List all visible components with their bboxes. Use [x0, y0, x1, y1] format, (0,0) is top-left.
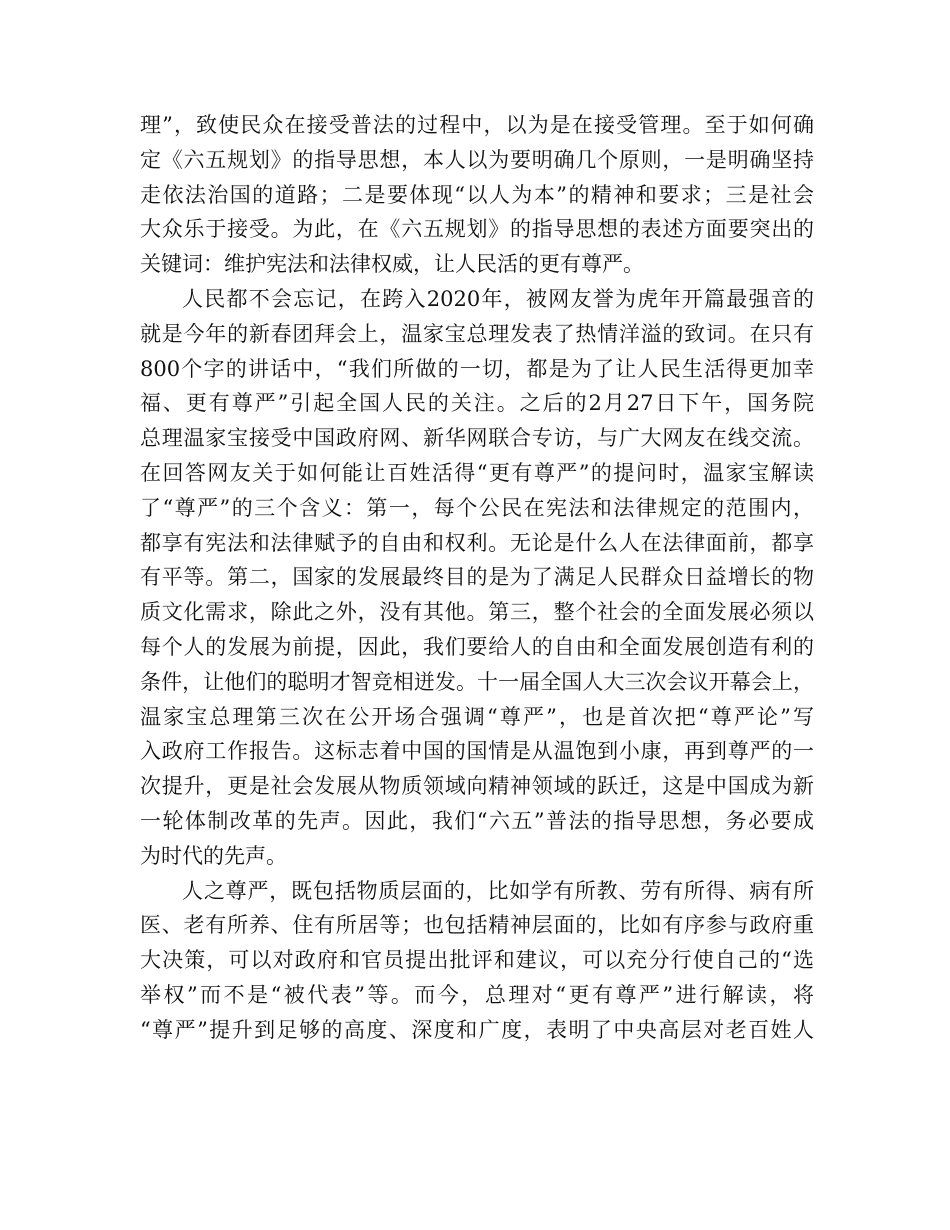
- paragraph: [140, 874, 814, 1048]
- paragraph-line: 入政府工作报告。这标志着中国的国情是从温饱到小康，再到尊严的一: [140, 739, 814, 764]
- paragraph-line: 关键词：维护宪法和法律权威，让人民活的更有尊严。: [140, 252, 644, 277]
- paragraph-line: 举权”而不是“被代表”等。而今，总理对“更有尊严”进行解读，将: [140, 982, 814, 1007]
- document-body: [140, 108, 814, 1048]
- paragraph-line: “尊严”提升到足够的高度、深度和广度，表明了中央高层对老百姓人: [140, 1017, 814, 1042]
- paragraph-line: 走依法治国的道路；二是要体现“以人为本”的精神和要求；三是社会: [140, 182, 814, 207]
- paragraph-line: 都享有宪法和法律赋予的自由和权利。无论是什么人在法律面前，都享: [140, 530, 814, 555]
- paragraph-line: 为时代的先声。: [140, 843, 287, 868]
- paragraph-line: 人民都不会忘记，在跨入2020年，被网友誉为虎年开篇最强音的: [182, 286, 814, 311]
- paragraph-line: 800个字的讲话中，“我们所做的一切，都是为了让人民生活得更加幸: [140, 356, 814, 381]
- paragraph-line: 质文化需求，除此之外，没有其他。第三，整个社会的全面发展必须以: [140, 600, 814, 625]
- paragraph-line: 在回答网友关于如何能让百姓活得“更有尊严”的提问时，温家宝解读: [140, 460, 814, 485]
- paragraph-line: 了“尊严”的三个含义：第一，每个公民在宪法和法律规定的范围内，: [140, 495, 814, 520]
- paragraph: [140, 108, 814, 282]
- paragraph-line: 每个人的发展为前提，因此，我们要给人的自由和全面发展创造有利的: [140, 634, 814, 659]
- paragraph-line: 人之尊严，既包括物质层面的，比如学有所教、劳有所得、病有所: [182, 878, 814, 903]
- paragraph-line: 有平等。第二，国家的发展最终目的是为了满足人民群众日益增长的物: [140, 565, 814, 590]
- paragraph: [140, 282, 814, 874]
- paragraph-line: 定《六五规划》的指导思想，本人以为要明确几个原则，一是明确坚持: [140, 147, 814, 172]
- paragraph-line: 温家宝总理第三次在公开场合强调“尊严”，也是首次把“尊严论”写: [140, 704, 814, 729]
- paragraph-line: 条件，让他们的聪明才智竞相迸发。十一届全国人大三次会议开幕会上，: [140, 669, 814, 694]
- paragraph-line: 总理温家宝接受中国政府网、新华网联合专访，与广大网友在线交流。: [140, 426, 814, 451]
- paragraph-line: 医、老有所养、住有所居等；也包括精神层面的，比如有序参与政府重: [140, 913, 814, 938]
- paragraph-line: 理”，致使民众在接受普法的过程中，以为是在接受管理。至于如何确: [140, 113, 814, 137]
- paragraph-line: 次提升，更是社会发展从物质领域向精神领域的跃迁，这是中国成为新: [140, 774, 814, 799]
- paragraph-line: 一轮体制改革的先声。因此，我们“六五”普法的指导思想，务必要成: [140, 808, 814, 833]
- paragraph-line: 福、更有尊严”引起全国人民的关注。之后的2月27日下午，国务院: [140, 391, 814, 416]
- paragraph-line: 大众乐于接受。为此，在《六五规划》的指导思想的表述方面要突出的: [140, 217, 814, 242]
- paragraph-line: 大决策，可以对政府和官员提出批评和建议，可以充分行使自己的“选: [140, 948, 814, 973]
- paragraph-line: 就是今年的新春团拜会上，温家宝总理发表了热情洋溢的致词。在只有: [140, 321, 814, 346]
